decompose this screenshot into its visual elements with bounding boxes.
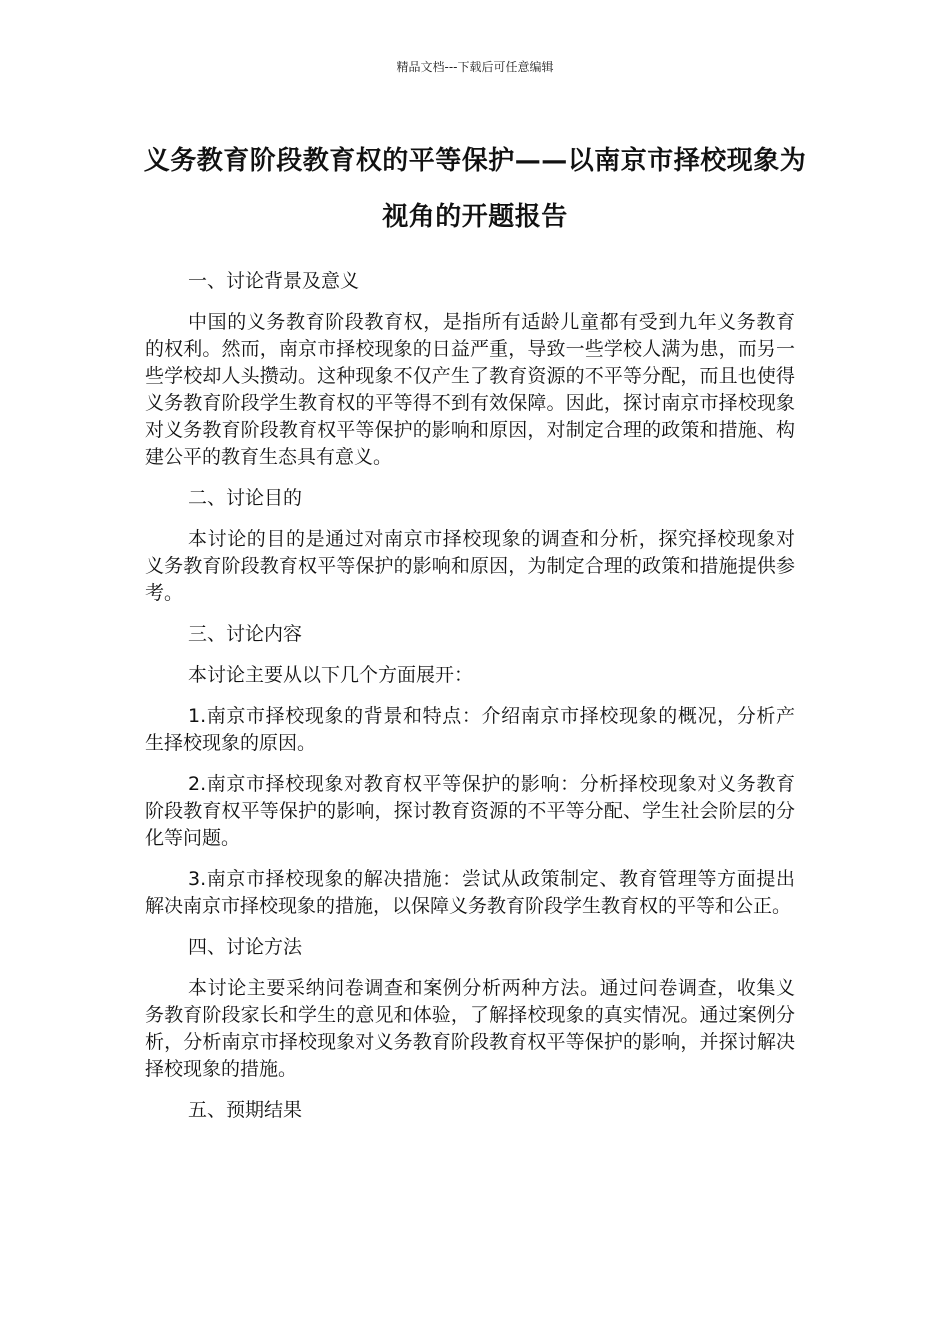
section-heading: 三、讨论内容 [188,623,303,645]
paragraph: 中国的义务教育阶段教育权，是指所有适龄儿童都有受到九年义务教育的权利。然而，南京市择校现象的日益严重，导致一些学校人满为患，而另一些学校却人头攒动。这种现象不仅产生了教育资源的不平等分配，而且也使得义务教育阶段学生教育权的平等得不到有效保障。因此，探讨南京市择校现象对义务教育阶段教育权平等保护的影响和原因，对制定合理的政策和措施、构建公平的教育生态具有意义。 [145,311,795,468]
page-header: 精品文档---下载后可任意编辑 [396,60,554,74]
paragraph: 本讨论的目的是通过对南京市择校现象的调查和分析，探究择校现象对义务教育阶段教育权平等保护的影响和原因，为制定合理的政策和措施提供参考。 [145,528,795,604]
section-heading: 五、预期结果 [188,1099,303,1121]
document-title: 义务教育阶段教育权的平等保护——以南京市择校现象为视角的开题报告 [143,146,807,232]
section-heading: 四、讨论方法 [188,936,303,958]
paragraph: 本讨论主要采纳问卷调查和案例分析两种方法。通过问卷调查，收集义务教育阶段家长和学生的意见和体验，了解择校现象的真实情况。通过案例分析，分析南京市择校现象对义务教育阶段教育权平等保护的影响，并探讨解决择校现象的措施。 [145,977,795,1080]
list-item: 2.南京市择校现象对教育权平等保护的影响：分析择校现象对义务教育阶段教育权平等保护的影响，探讨教育资源的不平等分配、学生社会阶层的分化等问题。 [145,773,795,849]
list-item: 1.南京市择校现象的背景和特点：介绍南京市择校现象的概况，分析产生择校现象的原因。 [145,705,795,754]
list-item: 3.南京市择校现象的解决措施：尝试从政策制定、教育管理等方面提出解决南京市择校现象的措施，以保障义务教育阶段学生教育权的平等和公正。 [145,868,795,917]
section-heading: 一、讨论背景及意义 [188,270,360,292]
document-body [145,268,795,1138]
section-heading: 二、讨论目的 [188,487,303,509]
paragraph: 本讨论主要从以下几个方面展开： [188,664,474,686]
